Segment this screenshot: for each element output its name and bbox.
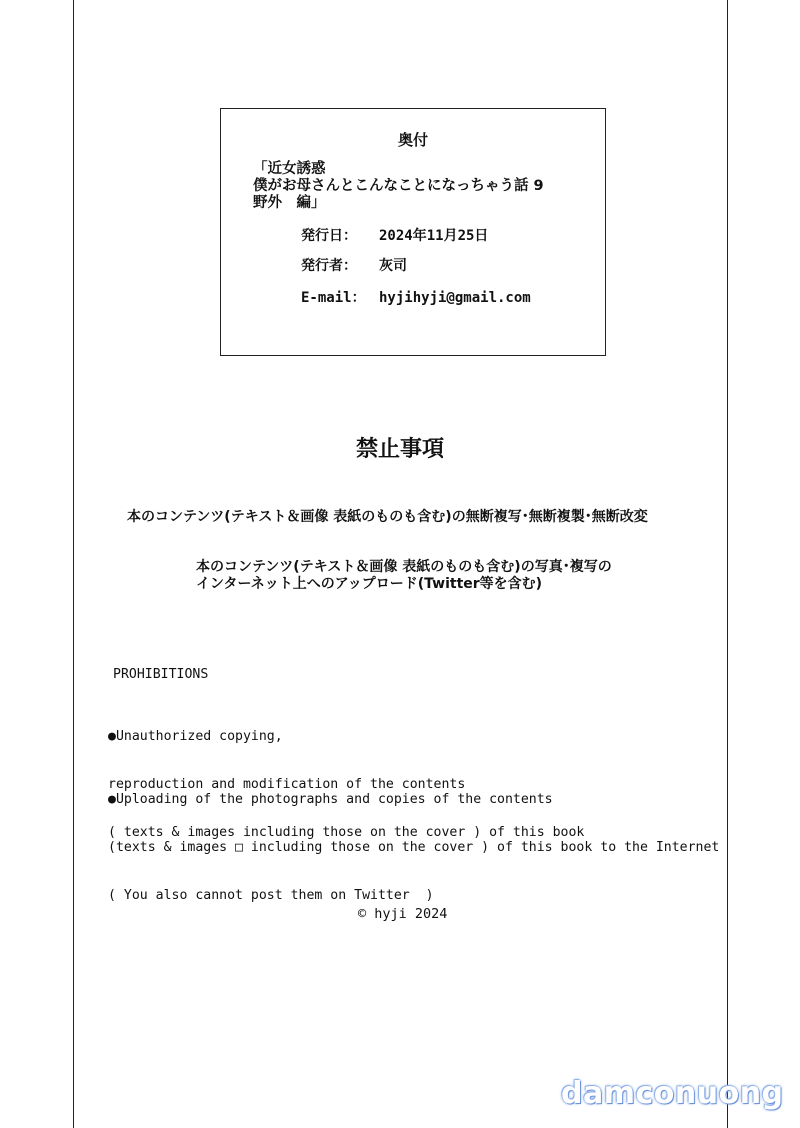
prohibition-en-line: ●Uploading of the photographs and copies of the contents	[108, 792, 553, 807]
right-page-edge	[727, 0, 728, 1128]
colophon-box	[220, 108, 606, 356]
book-title-line: 「近女誘惑	[253, 161, 326, 177]
publisher-label: 発行者：	[301, 258, 357, 274]
book-title	[253, 161, 544, 212]
prohibition-en-line: reproduction and modification of the contents	[108, 777, 466, 792]
book-title-line: 僕がお母さんとこんなことになっちゃう話 9	[253, 178, 544, 194]
publish-date-label: 発行日：	[301, 228, 357, 244]
left-page-edge	[73, 0, 74, 1128]
prohibitions-title-jp: 禁止事項	[355, 437, 444, 462]
publish-date-row	[301, 225, 488, 245]
email-row	[301, 287, 531, 307]
prohibition-jp-item-2-line-1: 本のコンテンツ(テキスト＆画像 表紙のものも含む)の写真･複写の	[196, 559, 612, 575]
watermark: damconuong	[561, 1076, 784, 1111]
copyright-notice: © hyji 2024	[358, 906, 448, 922]
prohibition-en-line: ●Unauthorized copying,	[108, 729, 283, 744]
prohibition-en-line: ( texts & images including those on the cover ) of this book	[108, 825, 585, 840]
prohibition-jp-item-1: 本のコンテンツ(テキスト＆画像 表紙のものも含む)の無断複写･無断複製･無断改変	[127, 509, 648, 525]
prohibitions-title-en: PROHIBITIONS	[113, 667, 209, 682]
prohibition-en-item-2	[108, 760, 719, 920]
prohibition-en-line: ( You also cannot post them on Twitter )	[108, 888, 434, 903]
email-value[interactable]: hyjihyji@gmail.com	[379, 290, 531, 306]
book-title-line: 野外 編」	[253, 195, 326, 211]
prohibition-en-line: (texts & images □ including those on the cover ) of this book to the Internet	[108, 840, 720, 855]
publisher-row	[301, 255, 407, 275]
prohibition-jp-item-2-line-2: インターネット上へのアップロード(Twitter等を含む)	[196, 576, 543, 592]
colophon-heading: 奥付	[397, 131, 428, 149]
email-label: E-mail：	[301, 290, 366, 306]
publisher-value: 灰司	[379, 258, 407, 274]
publish-date-value: 2024年11月25日	[379, 228, 489, 244]
